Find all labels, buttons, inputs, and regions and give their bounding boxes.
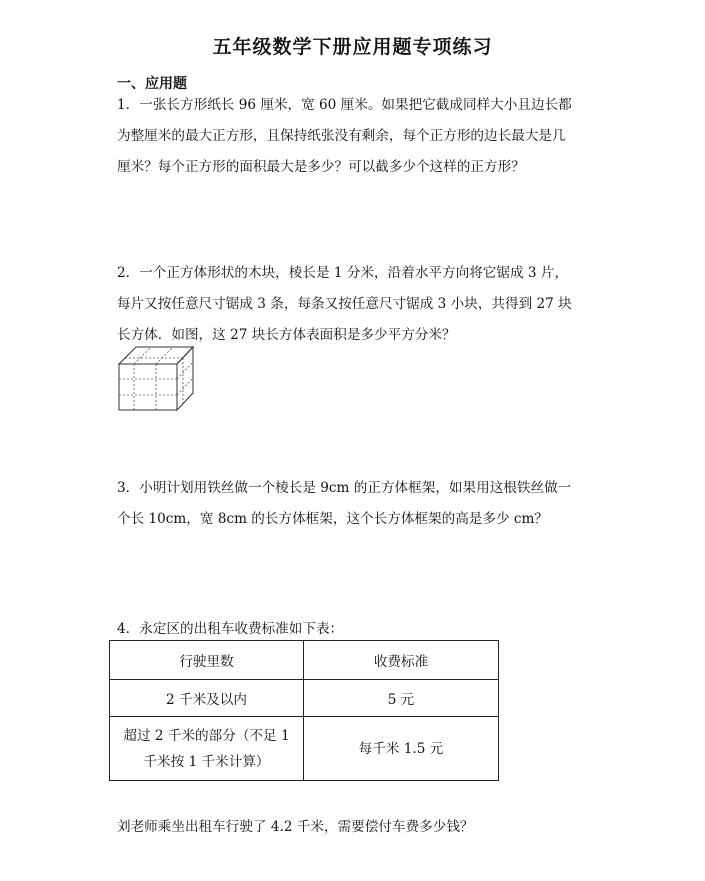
table-row	[110, 717, 499, 781]
question-2	[117, 258, 595, 351]
cube-front-face	[119, 364, 177, 410]
cube-right-face	[177, 347, 193, 410]
question-1-line-2: 为整厘米的最大正方形，且保持纸张没有剩余，每个正方形的边长最大是几	[117, 128, 566, 144]
table-header-distance: 行驶里数	[110, 641, 304, 680]
table-row	[110, 680, 499, 717]
question-4-question-text: 刘老师乘坐出租车行驶了 4.2 千米，需要偿付车费多少钱？	[117, 819, 474, 835]
cube-top-face	[119, 347, 193, 364]
question-2-line-3: 长方体．如图，这 27 块长方体表面积是多少平方分米？	[117, 327, 456, 343]
table-cell-distance: 超过 2 千米的部分（不足 1 千米按 1 千米计算）	[110, 717, 304, 781]
question-1-line-3: 厘米？每个正方形的面积最大是多少？可以截多少个这样的正方形？	[117, 159, 525, 175]
question-4-question	[117, 812, 595, 843]
question-1-line-1: 1．一张长方形纸长 96 厘米，宽 60 厘米。如果把它截成同样大小且边长都	[117, 97, 572, 113]
question-2-line-2: 每片又按任意尺寸锯成 3 条，每条又按任意尺寸锯成 3 小块，共得到 27 块	[117, 296, 572, 312]
table-cell-fare: 5 元	[304, 680, 499, 717]
table-header-row	[110, 641, 499, 680]
table-cell-distance: 2 千米及以内	[110, 680, 304, 717]
question-1	[117, 90, 595, 183]
question-2-line-1: 2．一个正方体形状的木块，棱长是 1 分米，沿着水平方向将它锯成 3 片，	[117, 265, 569, 281]
taxi-fare-table	[109, 640, 499, 781]
table-cell-fare: 每千米 1.5 元	[304, 717, 499, 781]
question-3-line-2: 个长 10cm，宽 8cm 的长方体框架，这个长方体框架的高是多少 cm？	[117, 511, 548, 527]
worksheet-title: 五年级数学下册应用题专项练习	[212, 36, 493, 58]
question-4-intro-text: 4．永定区的出租车收费标准如下表：	[117, 621, 344, 637]
cut-lines	[119, 347, 193, 410]
table-header-fare: 收费标准	[304, 641, 499, 680]
question-3-line-1: 3．小明计划用铁丝做一个棱长是 9cm 的正方体框架，如果用这根铁丝做一	[117, 480, 572, 496]
cuboid-cut-figure	[116, 344, 196, 414]
section-heading: 一、应用题	[117, 76, 187, 92]
question-3	[117, 473, 595, 535]
